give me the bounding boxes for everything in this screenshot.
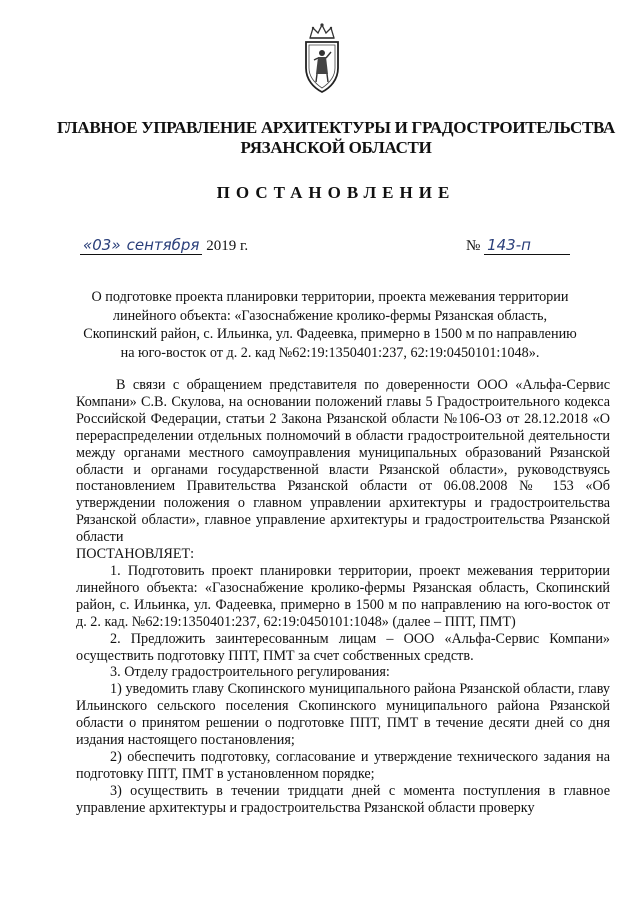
number-handwritten: 143-п — [484, 236, 570, 255]
item-2-paragraph: 2. Предложить заинтересованным лицам – ООО «Альфа-Сервис Компани» осуществить подготовку ППТ, ПМТ за счет собственных средств. — [76, 630, 610, 664]
subject-line: Скопинский район, с. Ильинка, ул. Фадеевка, примерно в 1500 м по направлению — [83, 326, 577, 342]
agency-name-line2: РЯЗАНСКОЙ ОБЛАСТИ — [240, 138, 432, 157]
item-1-paragraph: 1. Подготовить проект планировки территории, проект межевания территории линейного объекта: «Газоснабжение кролико-фермы Рязанская область, Скопинский район, с. Ильинка, ул. Фадеевка, примерно в 1500 м по направлению на юго-восток от д. 2. кад. №62:19:1350401:237, 62:19:0450101:1048» (далее – ППТ, ПМТ) — [76, 562, 610, 630]
subject-line: О подготовке проекта планировки территории, проекта межевания территории — [91, 289, 569, 305]
coat-of-arms-emblem-icon — [297, 22, 347, 96]
agency-name-line1: ГЛАВНОЕ УПРАВЛЕНИЕ АРХИТЕКТУРЫ И ГРАДОСТРОИТЕЛЬСТВА — [57, 118, 615, 137]
decree-number — [466, 236, 570, 255]
item-3-2-paragraph: 2) обеспечить подготовку, согласование и утверждение технического задания на подготовку ППТ, ПМТ в установленном порядке; — [76, 748, 610, 782]
date-year: 2019 г. — [206, 238, 249, 254]
subject-line: на юго-восток от д. 2. кад №62:19:1350401:237, 62:19:0450101:1048». — [120, 344, 540, 361]
date-day-handwritten: «03» — [80, 236, 124, 255]
decree-body — [76, 377, 610, 817]
resolves-heading: ПОСТАНОВЛЯЕТ: — [76, 546, 195, 563]
item-3-3-paragraph: 3) осуществить в течении тридцати дней с момента поступления в главное управление архитектуры и градостроительства Рязанской области проверку — [76, 782, 610, 816]
number-sign: № — [466, 238, 481, 254]
item-3-paragraph: 3. Отделу градостроительного регулирования: — [110, 664, 390, 681]
item-3-1-paragraph: 1) уведомить главу Скопинского муниципального района Рязанской области, главу Ильинского сельского поселения Скопинского муниципального района Рязанской области о принятом решении о подготовке ППТ, ПМТ в течение десяти дней со дня издания настоящего постановления; — [76, 681, 610, 749]
decree-date — [80, 236, 248, 255]
decree-title: ПОСТАНОВЛЕНИЕ — [216, 183, 456, 202]
preamble-paragraph: В связи с обращением представителя по доверенности ООО «Альфа-Сервис Компани» С.В. Скулова, на основании положений главы 5 Градостроительного кодекса Российской Федерации, статьи 2 Закона Рязанской области №106-ОЗ от 28.12.2018 «О перераспределении отдельных полномочий в области градостроительной деятельности между органами местного самоуправления муниципальных образований Рязанской области и органами государственной власти Рязанской области», руководствуясь постановлением Правительства Рязанской области от 06.08.2008 № 153 «Об утверждении положения о главном управлении архитектуры и градостроительства Рязанской области», главное управление архитектуры и градостроительства Рязанской области — [76, 377, 610, 546]
agency-name — [40, 118, 632, 158]
subject-line: линейного объекта: «Газоснабжение кролико-фермы Рязанская область, — [112, 307, 548, 324]
decree-subject — [60, 288, 600, 362]
date-month-handwritten: сентября — [124, 236, 203, 255]
